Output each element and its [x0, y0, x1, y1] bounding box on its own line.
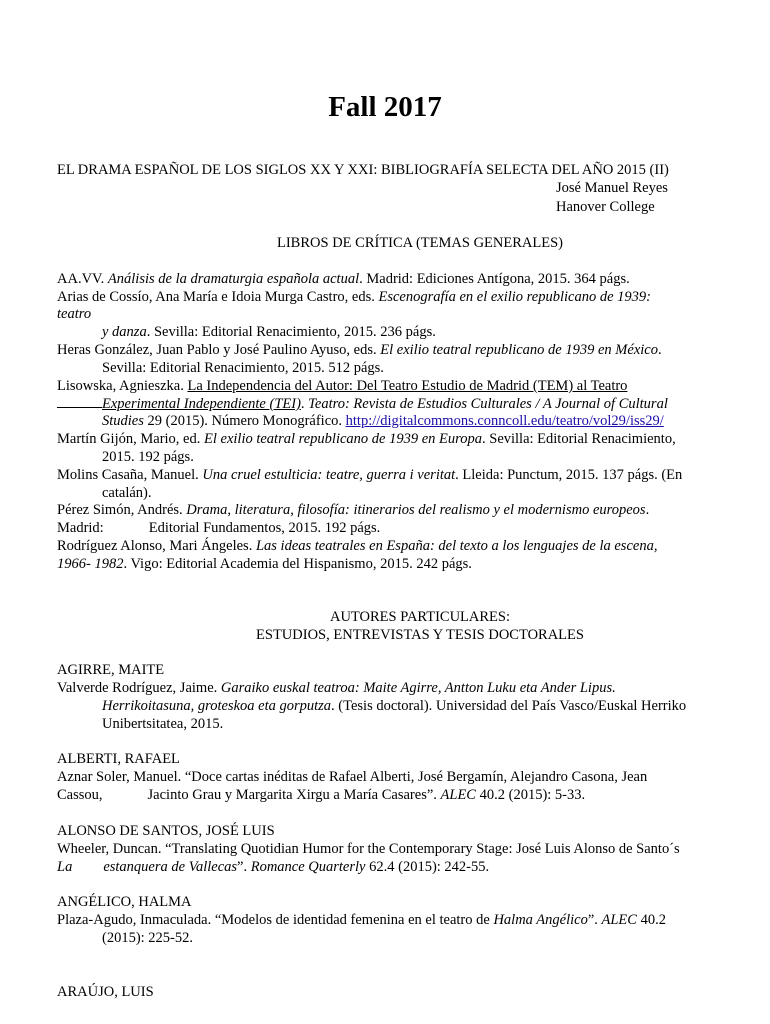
author-entry-line — [102, 929, 193, 947]
text-run: teatro — [57, 306, 92, 322]
author-entry-line — [102, 697, 686, 715]
text-run: estanquera de Vallecas — [103, 859, 238, 875]
text-run: El exilio teatral republicano de 1939 en Europa — [204, 431, 482, 447]
text-run: Drama, literatura, filosofía: itinerarios del realismo y el modernismo europeos — [186, 502, 646, 518]
text-run: El exilio teatral republicano de 1939 en México — [380, 342, 658, 358]
author-institution: Hanover College — [556, 199, 655, 215]
book-entry-line — [57, 377, 627, 395]
text-run: 40.2 — [636, 912, 666, 928]
text-run: Herrikoitasuna, groteskoa eta gorputza — [102, 698, 332, 714]
text-run: . Sevilla: Editorial Renacimiento, 2015. 236 págs. — [146, 324, 436, 340]
book-entry-line — [102, 323, 436, 341]
book-entry-line — [57, 270, 630, 288]
text-run: ”. — [237, 859, 251, 875]
text-run: ”. — [587, 912, 602, 928]
book-entry-line-text — [102, 396, 668, 412]
text-run: La — [57, 859, 73, 875]
text-run: Experimental Independiente (TEI) — [102, 396, 301, 412]
text-run: 40.2 (2015): 5-33. — [475, 787, 586, 803]
author-entry-line — [57, 840, 680, 858]
text-run: 29 (2015). Número Monográfico. — [143, 413, 346, 429]
text-run: 62.4 (2015): 242-55. — [365, 859, 490, 875]
text-run: Cassou, — [57, 787, 103, 803]
text-run: 2015. 192 págs. — [102, 449, 194, 465]
author-entry-line — [57, 858, 489, 876]
text-run: Plaza-Agudo, Inmaculada. “Modelos de identidad femenina en el teatro de — [57, 912, 494, 928]
text-run: . Madrid: Ediciones Antígona, 2015. 364 págs. — [359, 271, 630, 287]
text-run: . — [645, 502, 650, 518]
section-title-books: LIBROS DE CRÍTICA (TEMAS GENERALES) — [277, 235, 563, 251]
text-run: Sevilla: Editorial Renacimiento, 2015. 512 págs. — [102, 360, 384, 376]
text-run: Arias de Cossío, Ana María e Idoia Murga Castro, eds. — [57, 289, 379, 305]
section-title-authors-2: ESTUDIOS, ENTREVISTAS Y TESIS DOCTORALES — [256, 627, 584, 643]
book-entry-line — [57, 288, 651, 306]
text-run: Jacinto Grau y Margarita Xirgu a María Casares”. — [147, 787, 441, 803]
text-run: Las ideas teatrales en España: del texto a los lenguajes de la escena, — [255, 538, 658, 554]
author-name: José Manuel Reyes — [556, 180, 668, 196]
author-heading: ALBERTI, RAFAEL — [57, 751, 180, 767]
author-heading: ANGÉLICO, HALMA — [57, 894, 192, 910]
text-run: . (Tesis doctoral). Universidad del País Vasco/Euskal Herriko — [331, 698, 687, 714]
author-entry-line — [57, 786, 585, 804]
text-run: Studies — [102, 413, 144, 429]
text-run: (2015): 225-52. — [102, 930, 194, 946]
section-title-authors-1: AUTORES PARTICULARES: — [329, 609, 510, 625]
author-entry-line — [57, 911, 666, 929]
text-run: 1966- 1982 — [57, 556, 124, 572]
book-entry-line — [57, 555, 472, 573]
text-run: Rodríguez Alonso, Mari Ángeles. — [57, 538, 256, 554]
text-run: Análisis de la dramaturgia española actual — [107, 271, 360, 287]
text-run: Wheeler, Duncan. “Translating Quotidian Humor for the Contemporary Stage: José Luis Alonso de Santo´s — [57, 841, 680, 857]
book-entry-line — [57, 430, 676, 448]
text-run: . — [657, 342, 662, 358]
text-run: Martín Gijón, Mario, ed. — [57, 431, 204, 447]
author-entry-line — [57, 768, 647, 786]
author-entry-line — [57, 679, 616, 697]
text-run: ALEC — [601, 912, 637, 928]
author-heading: ARAÚJO, LUIS — [57, 984, 154, 1000]
text-run: Pérez Simón, Andrés. — [57, 502, 187, 518]
text-run: Escenografía en el exilio republicano de 1939: — [378, 289, 651, 305]
text-run: ALEC — [440, 787, 476, 803]
book-entry-line — [57, 537, 657, 555]
text-run: y danza — [102, 324, 147, 340]
text-run: Editorial Fundamentos, 2015. 192 págs. — [148, 520, 381, 536]
text-run: . — [300, 396, 309, 412]
text-run: Unibertsitatea, 2015. — [102, 716, 224, 732]
author-heading: AGIRRE, MAITE — [57, 662, 165, 678]
bibliography-heading: EL DRAMA ESPAÑOL DE LOS SIGLOS XX Y XXI: BIBLIOGRAFÍA SELECTA DEL AÑO 2015 (II) — [57, 162, 669, 178]
text-run: Halma Angélico — [493, 912, 588, 928]
url-link[interactable]: http://digitalcommons.conncoll.edu/teatro/vol29/iss29/ — [345, 413, 664, 429]
text-run: Lisowska, Agnieszka. — [57, 378, 188, 394]
text-run: Valverde Rodríguez, Jaime. — [57, 680, 221, 696]
text-run: Garaiko euskal teatroa: Maite Agirre, Antton Luku eta Ander Lipus. — [220, 680, 616, 696]
book-entry-line — [102, 448, 194, 466]
book-entry-line — [57, 394, 668, 413]
author-heading: ALONSO DE SANTOS, JOSÉ LUIS — [57, 823, 275, 839]
book-entry-line — [57, 305, 91, 323]
book-entry-line — [57, 466, 682, 484]
text-run: . Vigo: Editorial Academia del Hispanismo, 2015. 242 págs. — [123, 556, 472, 572]
text-run: Madrid: — [57, 520, 104, 536]
page-title: Fall 2017 — [328, 91, 442, 123]
book-entry-line — [57, 519, 380, 537]
text-run: Romance Quarterly — [250, 859, 366, 875]
book-entry-line — [57, 341, 662, 359]
text-run: Teatro: Revista de Estudios Culturales / A Journal of Cultural — [308, 396, 668, 412]
text-run: catalán). — [102, 485, 152, 501]
text-run: Aznar Soler, Manuel. “Doce cartas inéditas de Rafael Alberti, José Bergamín, Alejandro Casona, Jean — [57, 769, 648, 785]
text-run: La Independencia del Autor: Del Teatro Estudio de Madrid (TEM) al Teatro — [187, 378, 628, 394]
text-run: . Sevilla: Editorial Renacimiento, — [482, 431, 676, 447]
text-run: AA.VV. — [57, 271, 108, 287]
text-run: . Lleida: Punctum, 2015. 137 págs. (En — [455, 467, 683, 483]
book-entry-line[interactable] — [102, 412, 664, 430]
book-entry-line — [102, 359, 384, 377]
text-run: Una cruel estulticia: teatre, guerra i veritat — [202, 467, 456, 483]
book-entry-line — [102, 484, 152, 502]
underline-rule — [57, 394, 102, 408]
author-entry-line — [102, 715, 223, 733]
book-entry-line — [57, 501, 649, 519]
text-run: Molins Casaña, Manuel. — [57, 467, 203, 483]
text-run: Heras González, Juan Pablo y José Paulino Ayuso, eds. — [57, 342, 381, 358]
